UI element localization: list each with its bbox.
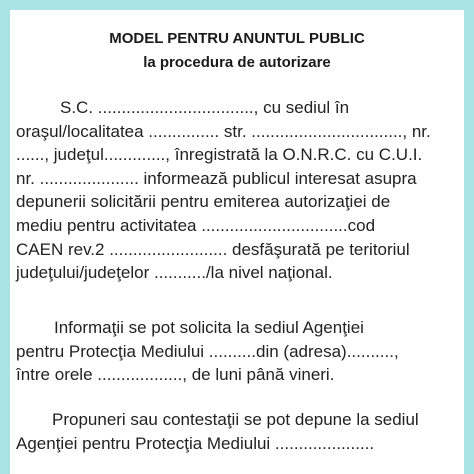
paragraph-line: mediu pentru activitatea ...............................cod	[16, 215, 376, 235]
paragraph-line: depunerii solicitării pentru emiterea autorizaţiei de	[16, 192, 391, 212]
paragraph-line: judeţului/judeţelor .........../la nivel naţional.	[16, 263, 333, 283]
document-card	[10, 10, 464, 474]
paragraph-line: nr. ..................... informează publicul interesat asupra	[16, 168, 417, 188]
paragraph-line: pentru Protecţia Mediului ..........din (adresa)..........,	[16, 341, 399, 361]
paragraph-line: Informaţii se pot solicita la sediul Agenţiei	[54, 318, 364, 337]
document-title: MODEL PENTRU ANUNTUL PUBLIC	[109, 30, 365, 47]
paragraph-line: oraşul/localitatea ............... str. ................................, nr.	[16, 121, 431, 141]
paragraph-line: Agenţiei pentru Protecţia Mediului .....................	[16, 433, 375, 453]
document-subtitle: la procedura de autorizare	[143, 54, 331, 71]
paragraph-line: ......, judeţul............., înregistrată la O.N.R.C. cu C.U.I.	[16, 145, 423, 165]
paragraph-line: Propuneri sau contestaţii se pot depune la sediul	[52, 410, 419, 429]
paragraph-line: între orele .................., de luni până vineri.	[16, 365, 335, 385]
paragraph-company-info	[16, 96, 462, 285]
paragraph-line: CAEN rev.2 ......................... desfăşurată pe teritoriul	[16, 239, 410, 259]
paragraph-proposals	[16, 408, 462, 455]
paragraph-line: S.C. ................................., cu sediul în	[60, 98, 350, 117]
paragraph-information	[16, 316, 462, 387]
